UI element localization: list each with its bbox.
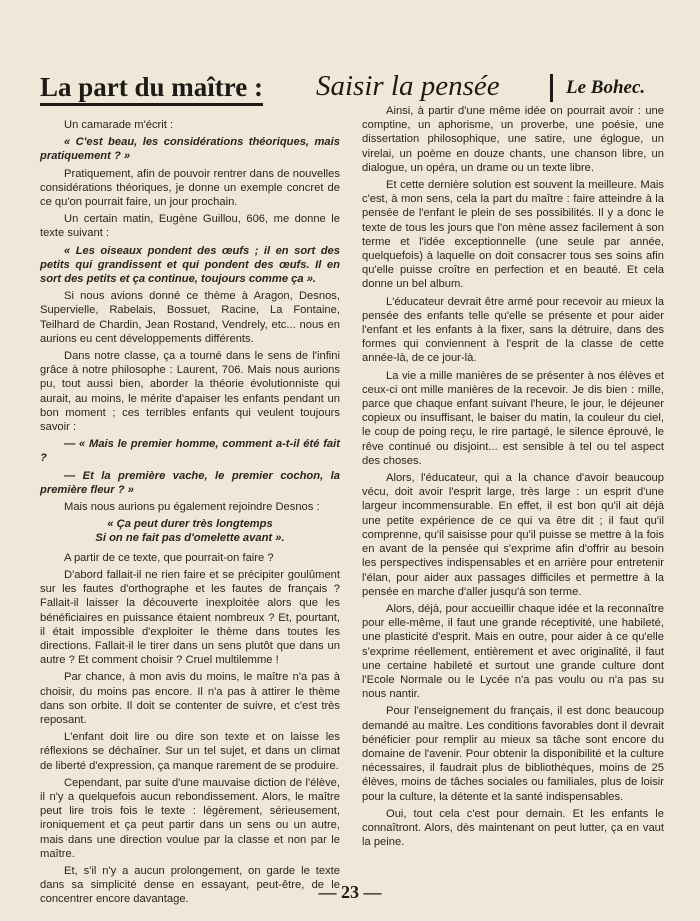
paragraph: Par chance, à mon avis du moins, le maître n'a pas à choisir, du moins pas encore. Il n'a pas à attirer le thème dans son orbite. Il doit se contenter de suivre, et c'est très reposant.	[40, 671, 340, 726]
paragraph: « Ça peut durer très longtemps Si on ne fait pas d'omelette avant ».	[95, 518, 285, 545]
paragraph: Alors, déjà, pour accueillir chaque idée et la reconnaître pour elle-même, il faut une grande réceptivité, une habileté, une plasticité d'esprit. Mais en outre, pour aider à ce qu'elle s'exprime réellement, entièrement et avec originalité, il faut une certaine habileté et surtout une grande culture dont l'Ecole Normale ou le Lycée n'a pas voulu ou n'a pas su nous nantir.	[362, 602, 664, 701]
paragraph: — « Mais le premier homme, comment a-t-il été fait ?	[40, 438, 340, 465]
paragraph: — Et la première vache, le premier cochon, la première fleur ? »	[40, 469, 340, 496]
paragraph: Pratiquement, afin de pouvoir rentrer dans de nouvelles considérations théoriques, je donne un exemple concret de ce qu'on pourrait faire, un jour prochain.	[40, 167, 340, 209]
paragraph: Mais nous aurions pu également rejoindre Desnos :	[64, 501, 320, 514]
paragraph: Dans notre classe, ça a tourné dans le sens de l'infini grâce à notre philosophe : Laurent, 706. Mais nous aurions pu, tout aussi bien, aborder la théorie évolutionniste qui aurait, au moins, le mérite d'apaiser les enfants pendant un bon moment ; ces terribles enfants qui veulent toujours savoir :	[40, 350, 340, 434]
paragraph: Un camarade m'écrit :	[64, 119, 174, 131]
paragraph: L'enfant doit lire ou dire son texte et on laisse les réflexions se déchaîner. Sur un tel sujet, et dans un climat de liberté d'expression, ça manque rarement de se produire.	[40, 731, 340, 772]
article-author: Le Bohec.	[566, 77, 646, 98]
paragraph: D'abord fallait-il ne rien faire et se précipiter goulûment sur les fautes d'orthographe et les fautes de français ? Fallait-il laisser la découverte inexploitée alors que les bénéficiaires en puissance étaient nombreux ? Et, pourtant, il était impossible d'exploiter le thème dans toutes les directions. Fallait-il le tirer dans un sens plutôt que dans un autre ? Et comment choisir ? Cruel multilemme !	[40, 568, 340, 667]
paragraph: L'éducateur devrait être armé pour recevoir au mieux la pensée des enfants telle qu'elle se présente et pour aider l'enfant et les enfants à la fixer, sans la détruire, dans des formes qui conviennent à l'esprit de la classe de cette année-là, de ce jour-là.	[362, 295, 664, 365]
article-header	[40, 68, 662, 108]
paragraph: Et cette dernière solution est souvent la meilleure. Mais c'est, à mon sens, cela la part du maître : faire atteindre à la pensée de l'enfant le plein de ses possibilités. Il y a donc le texte de tous les jours que l'on mène assez facilement à son terme et l'idée exceptionnelle (une seule par année, quelquefois) à laquelle on doit consacrer tous ses soins afin qu'elle puisse croître en perfection et en beauté. Et cela donne un bel album.	[362, 179, 664, 291]
paragraph: Si nous avions donné ce thème à Aragon, Desnos, Supervielle, Rabelais, Bossuet, Racine, La Fontaine, Teilhard de Chardin, Jean Rostand, Vendrely, etc... nous en aurions eu cent développements différents.	[40, 290, 340, 345]
paragraph: « Les oiseaux pondent des œufs ; il en sort des petits qui grandissent et qui pondent des œufs. Il en sort des petits et ça continue, toujours comme ça ».	[40, 244, 340, 286]
paragraph: « C'est beau, les considérations théoriques, mais pratiquement ? »	[40, 136, 340, 163]
paragraph: Oui, tout cela c'est pour demain. Et les enfants le connaîtront. Alors, dès maintenant on peut lutter, ça en vaut la peine.	[362, 807, 664, 849]
paragraph: Et, s'il n'y a aucun prolongement, on garde le texte dans sa simplicité dense en essayant, peut-être, de le concentrer encore davantage.	[40, 864, 340, 906]
paragraph: Cependant, par suite d'une mauvaise diction de l'élève, il n'y a quelquefois aucun rebondissement. Alors, le maître peut lire trois fois le texte : légèrement, sérieusement, ironiquement et ça peut partir dans un sens ou un autre, mais dans une direction voulue par la classe et non par le maître.	[40, 776, 340, 860]
page-number: — 23 —	[318, 882, 382, 902]
paragraph: Alors, l'éducateur, qui a la chance d'avoir beaucoup vécu, doit avoir l'esprit large, très large : un esprit d'une largeur incommensurable. En effet, il est bon qu'il ait déjà une petite expérience de ce qui va être dit ; il faut qu'il comprenne, qu'il saisisse pour qu'il puisse se mettre à la fois en avant de la pensée qui s'exprime afin d'offrir au besoin les perspectives indispensables et en arrière pour entretenir l'élan, pour aider aux passages difficiles et permettre à la pensée en marche d'aller jusqu'à son terme.	[362, 472, 664, 598]
paragraph: Pour l'enseignement du français, il est donc beaucoup demandé au maître. Les conditions favorables dont il devrait bénéficier pour remplir au mieux sa tâche sont encore du domaine de l'avenir. Pour obtenir la disponibilité et la culture nécessaires, il faudrait plus de bibliothèques, moins de 25 élèves, moins de tâches sociales ou familiales, plus de loisir pour la culture, la détente et la santé indispensables.	[362, 705, 664, 803]
article-title: La part du maître :	[40, 72, 263, 106]
paragraph: La vie a mille manières de se présenter à nos élèves et ceux-ci ont mille manières de la recevoir. Je dis bien : mille, parce que chaque enfant suivant l'heure, le jour, le déjeuner copieux ou insuffisant, le baiser du matin, la couleur du ciel, le coup de poing reçu, le rire partagé, le silence éprouvé, le rêve continué ou disjoint... est sensible à tel ou tel aspect des choses.	[362, 369, 664, 467]
article-subtitle: Saisir la pensée	[316, 70, 500, 102]
title-divider	[550, 74, 553, 102]
right-text-column	[362, 104, 664, 852]
paragraph: A partir de ce texte, que pourrait-on faire ?	[64, 551, 274, 564]
paragraph: Ainsi, à partir d'une même idée on pourrait avoir : une comptine, un aphorisme, un proverbe, une poésie, une dissertation philosophique, une satire, une églogue, un virelai, un poème en douze chants, une chanson libre, un dialogue, un opéra, un drame ou un texte libre.	[362, 105, 664, 174]
left-text-column	[40, 118, 340, 910]
paragraph: Un certain matin, Eugène Guillou, 606, me donne le texte suivant :	[40, 213, 340, 240]
